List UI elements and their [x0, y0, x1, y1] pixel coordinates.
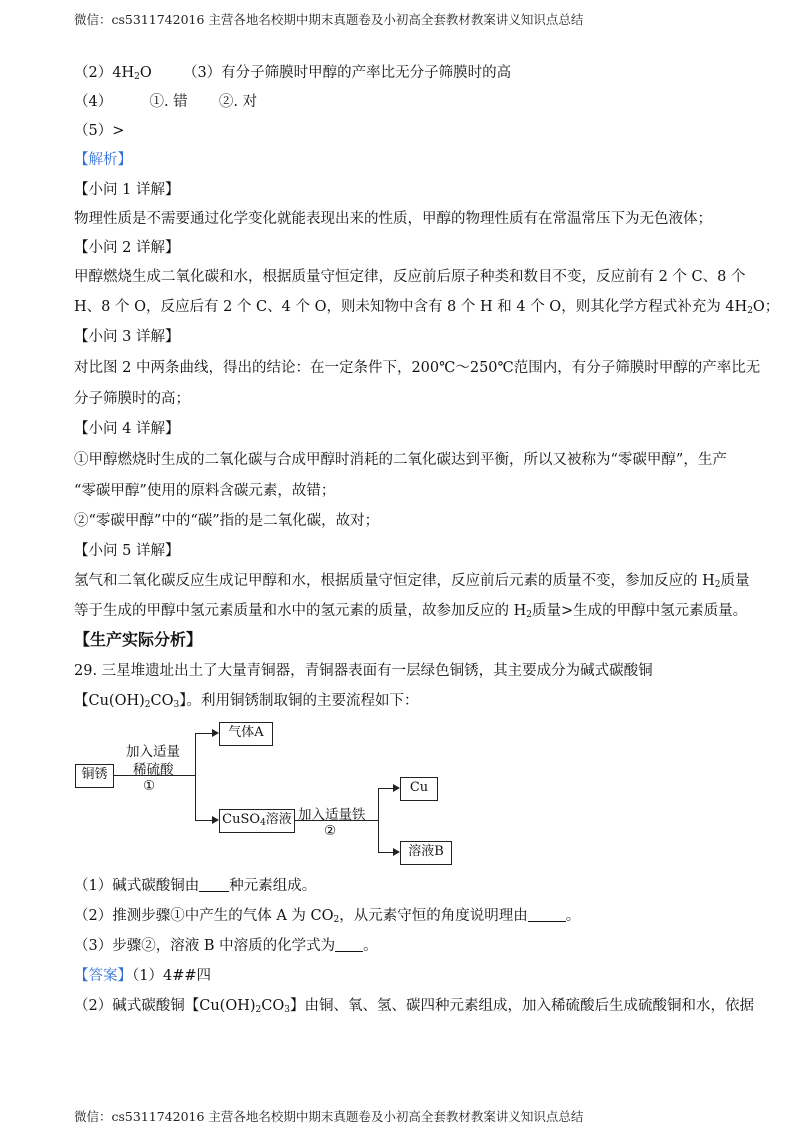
q29-sub-2 — [74, 906, 730, 930]
flow-line-branch-vertical — [195, 733, 196, 820]
flow-cuso4-suffix: 溶液 — [265, 812, 292, 827]
flow-step1-number: ① — [143, 778, 156, 794]
answer-blank-1[interactable] — [199, 877, 229, 892]
q5-line-1-subscript: 2 — [714, 580, 721, 590]
q29-sub-2-c: 。 — [565, 908, 581, 924]
q4-line-1: ①甲醇燃烧时生成的二氧化碳与合成甲醇时消耗的二氧化碳达到平衡，所以又被称为“零碳甲醇”，生产 — [74, 452, 727, 468]
q29-sub-3 — [74, 936, 730, 956]
q29-sub-1-b: 种元素组成。 — [229, 878, 317, 894]
answer-2-formula: 4H — [112, 65, 135, 81]
answer-29-2-c: 】由铜、氧、氢、碳四种元素组成，加入稀硫酸后生成硫酸铜和水，依据 — [289, 998, 754, 1014]
answer-2-number: （2） — [74, 65, 113, 81]
answer-29-2-a: （2）碱式碳酸铜【Cu(OH) — [74, 998, 256, 1014]
flow-step2-label: 加入适量铁 — [298, 807, 366, 823]
q3-title: 【小问 3 详解】 — [74, 329, 180, 345]
q5-line-2-text: 等于生成的甲醇中氢元素质量和水中的氢元素的质量，故参加反应的 H — [74, 603, 527, 619]
q29-sub-2-b: ，从元素守恒的角度说明理由 — [339, 908, 528, 924]
q29-sub-1-a: （1）碱式碳酸铜由 — [74, 878, 200, 894]
q29-line-1: 29. 三星堆遗址出土了大量青铜器，青铜器表面有一层绿色铜锈，其主要成分为碱式碳酸铜 — [74, 663, 653, 679]
q2-line-2-tail: O； — [752, 299, 780, 315]
q29-line-2-sub-2: 3 — [173, 700, 180, 710]
flow-box-gas: 气体A — [219, 722, 273, 746]
answer-29-1: （1）4##四 — [132, 968, 211, 984]
flow-line-to-solb — [378, 852, 394, 853]
answer-29-2-sub-1: 2 — [255, 1005, 262, 1015]
flow-box-cu: Cu — [400, 777, 438, 801]
q1-title: 【小问 1 详解】 — [74, 182, 180, 198]
q4-title: 【小问 4 详解】 — [74, 421, 180, 437]
answer-2-3 — [74, 63, 730, 87]
q29-sub-2-subscript: 2 — [333, 915, 340, 925]
q4-line-2: “零碳甲醇”使用的原料含碳元素，故错； — [74, 483, 336, 499]
flow-step2-number: ② — [324, 823, 337, 839]
flow-step1-label-2: 稀硫酸 — [133, 762, 174, 778]
q29-answer-1 — [74, 966, 730, 986]
q4-line-3: ②“零碳甲醇”中的“碳”指的是二氧化碳，故对； — [74, 513, 380, 529]
answer-4-choice-2: ②. 对 — [218, 94, 258, 110]
answer-4-choice-1: ①. 错 — [149, 94, 188, 110]
answer-3: （3）有分子筛膜时甲醇的产率比无分子筛膜时的高 — [182, 65, 512, 81]
answer-2-subscript: 2 — [134, 72, 140, 82]
flow-arrow-to-cu — [393, 784, 400, 792]
flow-cuso4-text: CuSO — [222, 812, 261, 827]
q2-line-1: 甲醇燃烧生成二氧化碳和水，根据质量守恒定律，反应前后原子种类和数目不变，反应前有 2 个 C、8 个 — [74, 269, 746, 285]
flow-line-branch2-vertical — [378, 788, 379, 852]
q29-line-2-b: CO — [150, 693, 174, 709]
flow-arrow-to-cuso4 — [212, 816, 219, 824]
q29-answer-2 — [74, 996, 754, 1020]
q5-line-1-tail: 质量 — [720, 573, 750, 589]
answer-blank-3[interactable] — [335, 937, 363, 952]
q2-line-2 — [74, 297, 780, 321]
q29-sub-1 — [74, 876, 730, 896]
answer-blank-2[interactable] — [528, 907, 566, 922]
q2-line-2-subscript: 2 — [747, 306, 753, 316]
answer-5: （5）> — [74, 123, 125, 139]
q29-line-2-sub-1: 2 — [144, 700, 151, 710]
flow-line-to-cu — [378, 788, 394, 789]
q5-line-2 — [74, 601, 748, 625]
section-title: 【生产实际分析】 — [74, 630, 203, 649]
q5-line-2-subscript: 2 — [526, 610, 532, 620]
q5-line-1 — [74, 571, 750, 595]
q29-line-2 — [74, 691, 730, 715]
q29-sub-3-b: 。 — [363, 938, 378, 954]
flow-arrow-to-gas — [212, 729, 219, 737]
q1-text: 物理性质是不需要通过化学变化就能表现出来的性质，甲醇的物理性质有在常温常压下为无色液体； — [74, 211, 712, 227]
q29-sub-2-a: （2）推测步骤①中产生的气体 A 为 CO — [74, 908, 334, 924]
q3-line-1: 对比图 2 中两条曲线，得出的结论：在一定条件下，200℃～250℃范围内，有分子筛膜时甲醇的产率比无 — [74, 360, 761, 376]
q2-title: 【小问 2 详解】 — [74, 240, 180, 256]
answer-4-number: （4） — [74, 94, 113, 110]
answer-2-tail: O — [139, 65, 152, 81]
q5-title: 【小问 5 详解】 — [74, 543, 180, 559]
answer-4 — [74, 92, 730, 112]
flow-step1-label-1: 加入适量 — [126, 744, 180, 760]
q2-line-2-text: H、8 个 O，反应后有 2 个 C、4 个 O，则未知物中含有 8 个 H 和 4 个 O，则其化学方程式补充为 4H — [74, 299, 748, 315]
q5-line-2-tail: 质量>生成的甲醇中氢元素质量。 — [532, 603, 748, 619]
flow-box-start: 铜锈 — [75, 764, 114, 788]
answer-label: 【答案】 — [74, 968, 132, 984]
flow-arrow-to-solb — [393, 848, 400, 856]
answer-29-2-sub-2: 3 — [284, 1005, 290, 1015]
flow-line-to-cuso4 — [195, 820, 213, 821]
flow-cuso4-subscript: 4 — [260, 818, 266, 828]
q29-line-2-a: 【Cu(OH) — [74, 693, 145, 709]
q29-line-2-c: 】。利用铜锈制取铜的主要流程如下： — [179, 693, 419, 709]
q3-line-2: 分子筛膜时的高； — [74, 391, 190, 407]
flow-line-to-gas — [195, 733, 213, 734]
analysis-label: 【解析】 — [74, 152, 132, 168]
answer-29-2-b: CO — [261, 998, 285, 1014]
q5-line-1-text: 氢气和二氧化碳反应生成记甲醇和水，根据质量守恒定律，反应前后元素的质量不变，参加反应的 H — [74, 573, 715, 589]
page-footer: 微信：cs5311742016 主营各地名校期中期末真题卷及小初高全套教材教案讲义知识点总结 — [74, 1109, 584, 1124]
flow-box-cuso4 — [219, 809, 295, 833]
flow-box-solb: 溶液B — [400, 841, 452, 865]
q29-sub-3-a: （3）步骤②，溶液 B 中溶质的化学式为 — [74, 938, 336, 954]
page-header: 微信：cs5311742016 主营各地名校期中期末真题卷及小初高全套教材教案讲义知识点总结 — [74, 12, 584, 27]
